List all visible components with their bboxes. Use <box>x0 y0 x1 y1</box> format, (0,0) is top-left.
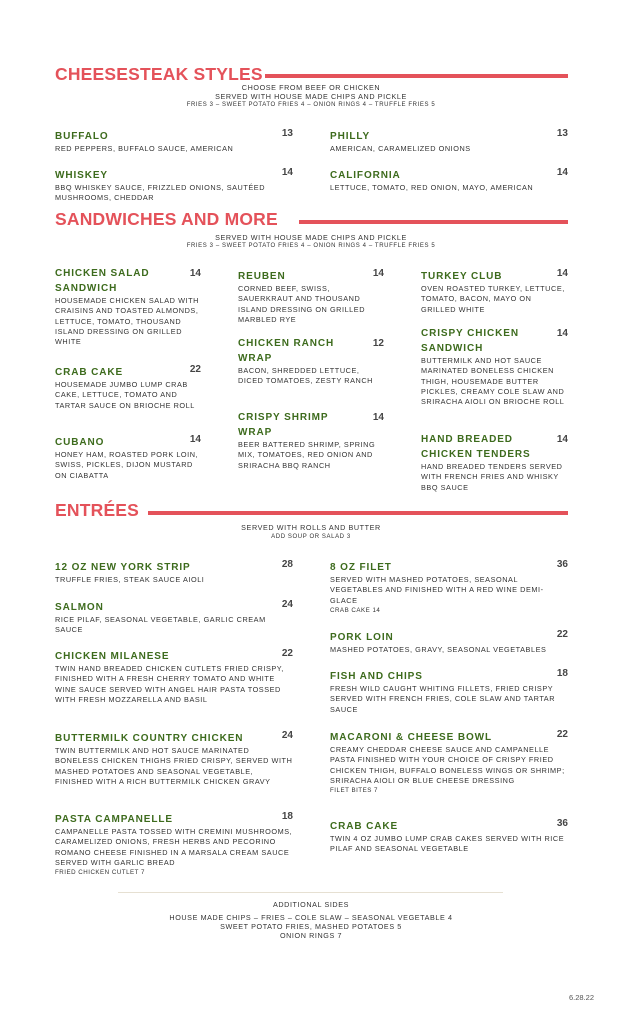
item-description: BACON, SHREDDED LETTUCE, DICED TOMATOES, ZESTY RANCH <box>238 366 373 386</box>
item-addon-note: CRAB CAKE 14 <box>330 606 381 614</box>
item-description: HONEY HAM, ROASTED PORK LOIN, SWISS, PICKLES, DIJON MUSTARD ON CIABATTA <box>55 450 199 480</box>
section-subtitle: SERVED WITH HOUSE MADE CHIPS AND PICKLE <box>215 233 407 242</box>
section-rule <box>148 511 568 515</box>
menu-item <box>55 557 293 585</box>
item-description: CAMPANELLE PASTA TOSSED WITH CREMINI MUSHROOMS, CARAMELIZED ONIONS, FRESH HERBS AND PECORINO ROMANO CHEESE FINISHED IN A MARSALA CREAM SAUCE SERVED WITH GARLIC BREAD <box>55 827 293 867</box>
item-name: 12 OZ NEW YORK STRIP <box>55 562 191 573</box>
item-description: RICE PILAF, SEASONAL VEGETABLE, GARLIC CREAM SAUCE <box>55 615 266 635</box>
menu-item <box>421 326 568 407</box>
item-name: MACARONI & CHEESE BOWL <box>330 732 493 743</box>
item-description: BBQ WHISKEY SAUCE, FRIZZLED ONIONS, SAUTÉED MUSHROOMS, CHEDDAR <box>55 183 266 203</box>
item-name: BUFFALO <box>55 131 109 142</box>
item-name: TURKEY CLUB <box>421 271 503 282</box>
item-price: 22 <box>189 364 201 375</box>
item-price: 14 <box>189 268 201 279</box>
sides-line: ONION RINGS 7 <box>279 931 343 940</box>
item-price: 22 <box>556 629 568 640</box>
menu-item <box>330 816 568 855</box>
section-title-sandwiches: SANDWICHES AND MORE <box>55 209 278 229</box>
item-description: RED PEPPERS, BUFFALO SAUCE, AMERICAN <box>55 144 234 153</box>
item-price: 24 <box>281 599 293 610</box>
section-sides-note: FRIES 3 – SWEET POTATO FRIES 4 – ONION RINGS 4 – TRUFFLE FRIES 5 <box>186 102 436 108</box>
menu-version-date: 6.28.22 <box>568 993 594 1002</box>
item-price: 24 <box>281 730 293 741</box>
item-price: 12 <box>372 338 384 349</box>
item-name: PASTA CAMPANELLE <box>55 814 173 825</box>
section-subtitle: ADD SOUP OR SALAD 3 <box>271 534 351 540</box>
menu-item <box>55 646 293 705</box>
item-description: BEER BATTERED SHRIMP, SPRING MIX, TOMATOES, RED ONION AND SRIRACHA BBQ RANCH <box>238 440 376 470</box>
sides-title: ADDITIONAL SIDES <box>272 900 350 909</box>
item-price: 14 <box>189 434 201 445</box>
item-name: HAND BREADED CHICKEN TENDERS <box>421 434 531 460</box>
item-name: CHICKEN RANCH WRAP <box>238 338 335 364</box>
item-description: TWIN 4 OZ JUMBO LUMP CRAB CAKES SERVED WITH RICE PILAF AND SEASONAL VEGETABLE <box>330 834 565 854</box>
item-price: 28 <box>281 559 293 570</box>
item-name: PHILLY <box>330 131 371 142</box>
item-name: CALIFORNIA <box>330 170 401 181</box>
item-name: CRAB CAKE <box>55 367 124 378</box>
item-name: BUTTERMILK COUNTRY CHICKEN <box>55 733 244 744</box>
item-name: REUBEN <box>238 271 286 282</box>
menu-item <box>55 809 293 877</box>
item-price: 14 <box>556 434 568 445</box>
item-price: 18 <box>556 668 568 679</box>
menu-item <box>55 728 293 787</box>
item-description: LETTUCE, TOMATO, RED ONION, MAYO, AMERICAN <box>330 183 534 192</box>
item-name: CUBANO <box>55 437 105 448</box>
item-price: 36 <box>556 818 568 829</box>
menu-item <box>238 410 384 471</box>
menu-item <box>330 727 568 795</box>
item-price: 14 <box>281 167 293 178</box>
item-price: 14 <box>556 268 568 279</box>
item-description: TRUFFLE FRIES, STEAK SAUCE AIOLI <box>55 575 205 584</box>
section-subtitle: SERVED WITH HOUSE MADE CHIPS AND PICKLE <box>215 92 407 101</box>
item-name: CHICKEN SALAD SANDWICH <box>55 268 150 294</box>
item-name: CHICKEN MILANESE <box>55 651 170 662</box>
item-name: FISH AND CHIPS <box>330 671 423 682</box>
item-name: CRISPY CHICKEN SANDWICH <box>421 328 519 354</box>
item-addon-note: FILET BITES 7 <box>330 787 378 795</box>
menu-item <box>330 666 568 715</box>
item-description: AMERICAN, CARAMELIZED ONIONS <box>330 144 471 153</box>
menu-item <box>238 266 384 325</box>
item-description: HOUSEMADE CHICKEN SALAD WITH CRAISINS AND TOASTED ALMONDS, LETTUCE, TOMATO, THOUSAND ISLAND DRESSING ON GRILLED WHITE <box>55 296 199 347</box>
menu-item <box>330 126 568 154</box>
section-subtitle: SERVED WITH ROLLS AND BUTTER <box>241 523 381 532</box>
item-name: 8 OZ FILET <box>330 562 392 573</box>
item-description: MASHED POTATOES, GRAVY, SEASONAL VEGETABLES <box>330 645 547 654</box>
item-price: 14 <box>372 268 384 279</box>
menu-item <box>55 266 201 347</box>
section-rule <box>299 220 568 224</box>
item-price: 14 <box>556 328 568 339</box>
item-description: TWIN BUTTERMILK AND HOT SAUCE MARINATED BONELESS CHICKEN THIGHS FRIED CRISPY, SERVED WITH MASHED POTATOES AND SEASONAL VEGETABLE, FINISHED WITH A RICH BUTTERMILK CHICKEN GRAVY <box>55 746 293 786</box>
item-description: FRESH WILD CAUGHT WHITING FILLETS, FRIED CRISPY SERVED WITH FRENCH FRIES, COLE SLAW AND TARTAR SAUCE <box>330 684 556 714</box>
menu-item <box>238 336 384 387</box>
section-sides-note: FRIES 3 – SWEET POTATO FRIES 4 – ONION RINGS 4 – TRUFFLE FRIES 5 <box>186 243 436 249</box>
menu-item <box>55 597 293 636</box>
menu-item <box>421 432 568 493</box>
item-price: 18 <box>281 811 293 822</box>
menu-item <box>55 165 293 204</box>
divider <box>118 892 503 893</box>
section-rule <box>265 74 568 78</box>
item-price: 14 <box>372 412 384 423</box>
item-name: WHISKEY <box>55 170 108 181</box>
item-description: BUTTERMILK AND HOT SAUCE MARINATED BONELESS CHICKEN THIGH, HOUSEMADE BUTTER PICKLES, CREAMY COLE SLAW AND SRIRACHA AIOLI ON BRIOCHE ROLL <box>421 356 565 407</box>
menu-item <box>421 266 568 315</box>
sides-line: SWEET POTATO FRIES, MASHED POTATOES 5 <box>220 922 402 931</box>
item-price: 13 <box>556 128 568 139</box>
item-name: CRISPY SHRIMP WRAP <box>238 412 329 438</box>
item-description: OVEN ROASTED TURKEY, LETTUCE, TOMATO, BACON, MAYO ON GRILLED WHITE <box>421 284 565 314</box>
item-price: 36 <box>556 559 568 570</box>
item-description: SERVED WITH MASHED POTATOES, SEASONAL VEGETABLES AND FINISHED WITH A RED WINE DEMI-GLACE <box>330 575 544 605</box>
item-description: CREAMY CHEDDAR CHEESE SAUCE AND CAMPANELLE PASTA FINISHED WITH YOUR CHOICE OF CRISPY FRIED CHICKEN THIGH, BUFFALO BONELESS WINGS OR SHRIMP; SRIRACHA AIOLI OR BLUE CHEESE DRESSING <box>330 745 565 785</box>
item-addon-note: FRIED CHICKEN CUTLET 7 <box>55 869 145 877</box>
item-price: 14 <box>556 167 568 178</box>
item-description: HOUSEMADE JUMBO LUMP CRAB CAKE, LETTUCE, TOMATO AND TARTAR SAUCE ON BRIOCHE ROLL <box>55 380 195 410</box>
menu-item <box>55 432 201 481</box>
sides-line: HOUSE MADE CHIPS – FRIES – COLE SLAW – SEASONAL VEGETABLE 4 <box>169 913 453 922</box>
section-title-entrees: ENTRÉES <box>55 500 140 520</box>
item-price: 13 <box>281 128 293 139</box>
item-description: TWIN HAND BREADED CHICKEN CUTLETS FRIED CRISPY, FINISHED WITH A FRESH CHERRY TOMATO AND WHITE WINE SAUCE SERVED WITH ANGEL HAIR PASTA TOSSED WITH FRESH MOZZARELLA AND BASIL <box>55 664 284 704</box>
item-name: CRAB CAKE <box>330 821 399 832</box>
menu-item <box>330 165 568 193</box>
menu-item <box>330 557 568 615</box>
item-name: PORK LOIN <box>330 632 394 643</box>
menu-item <box>55 126 293 154</box>
item-description: HAND BREADED TENDERS SERVED WITH FRENCH FRIES AND WHISKY BBQ SAUCE <box>421 462 563 492</box>
item-price: 22 <box>281 648 293 659</box>
section-subtitle: CHOOSE FROM BEEF OR CHICKEN <box>241 83 381 92</box>
section-title-cheesesteak: CHEESESTEAK STYLES <box>55 64 263 84</box>
item-description: CORNED BEEF, SWISS, SAUERKRAUT AND THOUSAND ISLAND DRESSING ON GRILLED MARBLED RYE <box>238 284 366 324</box>
menu-item <box>55 362 201 411</box>
menu-item <box>330 627 568 655</box>
item-price: 22 <box>556 729 568 740</box>
item-name: SALMON <box>55 602 104 613</box>
